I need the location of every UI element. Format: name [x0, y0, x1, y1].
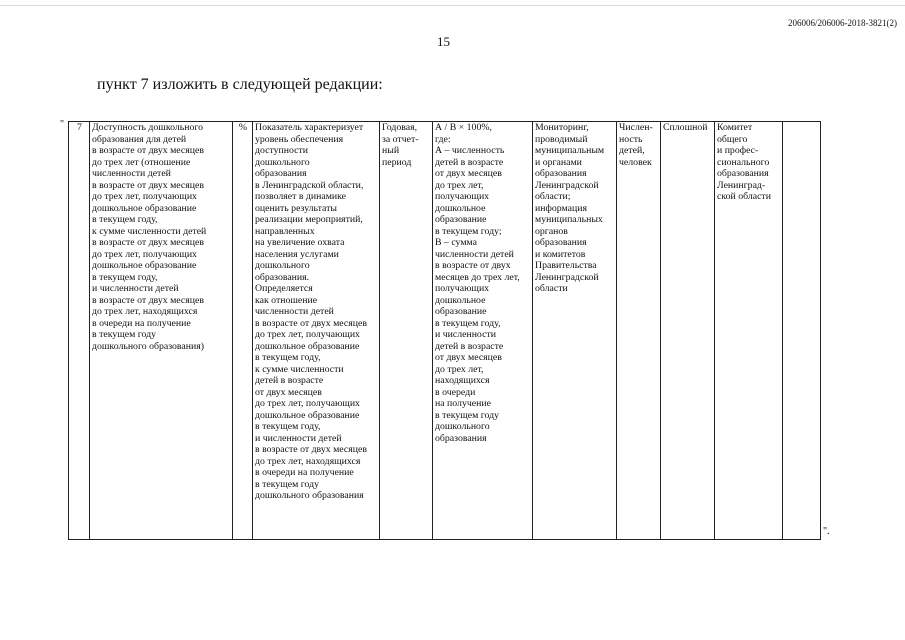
- coverage-cell: Сплошной: [661, 122, 715, 540]
- unit-of-observation-cell: Числен- ность детей, человек: [617, 122, 661, 540]
- indicator-name-cell: Доступность дошкольного образования для детей в возрасте от двух месяцев до трех лет (отношение численности детей в возрасте от двух месяцев до трех лет, получающих дошкольное образование в текущем году, к сумме численности детей в возрасте от двух месяцев до трех лет, получающих дошкольное образование в текущем году, и численности детей в возрасте от двух месяцев до трех лет, находящихся в очереди на получение в текущем году дошкольного образования): [90, 122, 233, 540]
- table-row: [69, 122, 821, 540]
- indicator-table: [68, 121, 821, 540]
- responsible-body-cell: Комитет общего и профес- сионального образования Ленинград- ской области: [715, 122, 783, 540]
- formula-cell: А / В × 100%, где: А – численность детей в возрасте от двух месяцев до трех лет, получающих дошкольное образование в текущем году; В – сумма численности детей в возрасте от двух месяцев до трех лет, получающих дошкольное образование в текущем году, и численности детей в возрасте от двух месяцев до трех лет, находящихся в очереди на получение в текущем году дошкольного образования: [433, 122, 533, 540]
- data-source-cell: Мониторинг, проводимый муниципальным и органами образования Ленинградской области; информация муниципальных органов образования и комитетов Правительства Ленинградской области: [533, 122, 617, 540]
- closing-quote: ".: [823, 526, 830, 537]
- document-id: 206006/206006-2018-3821(2): [788, 18, 897, 28]
- unit-cell: %: [233, 122, 253, 540]
- opening-quote: ": [60, 119, 65, 130]
- section-heading: пункт 7 изложить в следующей редакции:: [97, 76, 383, 93]
- top-divider: [0, 5, 905, 6]
- empty-cell: [783, 122, 821, 540]
- row-number-cell: 7: [69, 122, 90, 540]
- description-cell: Показатель характеризует уровень обеспечения доступности дошкольного образования в Ленинградской области, позволяет в динамике оценить результаты реализации мероприятий, направленных на увеличение охвата населения услугами дошкольного образования. Определяется как отношение численности детей в возрасте от двух месяцев до трех лет, получающих дошкольное образование в текущем году, к сумме численности детей в возрасте от двух месяцев до трех лет, получающих дошкольное образование в текущем году, и численности детей в возрасте от двух месяцев до трех лет, находящихся в очереди на получение в текущем году дошкольного образования: [253, 122, 380, 540]
- period-cell: Годовая, за отчет- ный период: [380, 122, 433, 540]
- page-number: 15: [437, 34, 450, 49]
